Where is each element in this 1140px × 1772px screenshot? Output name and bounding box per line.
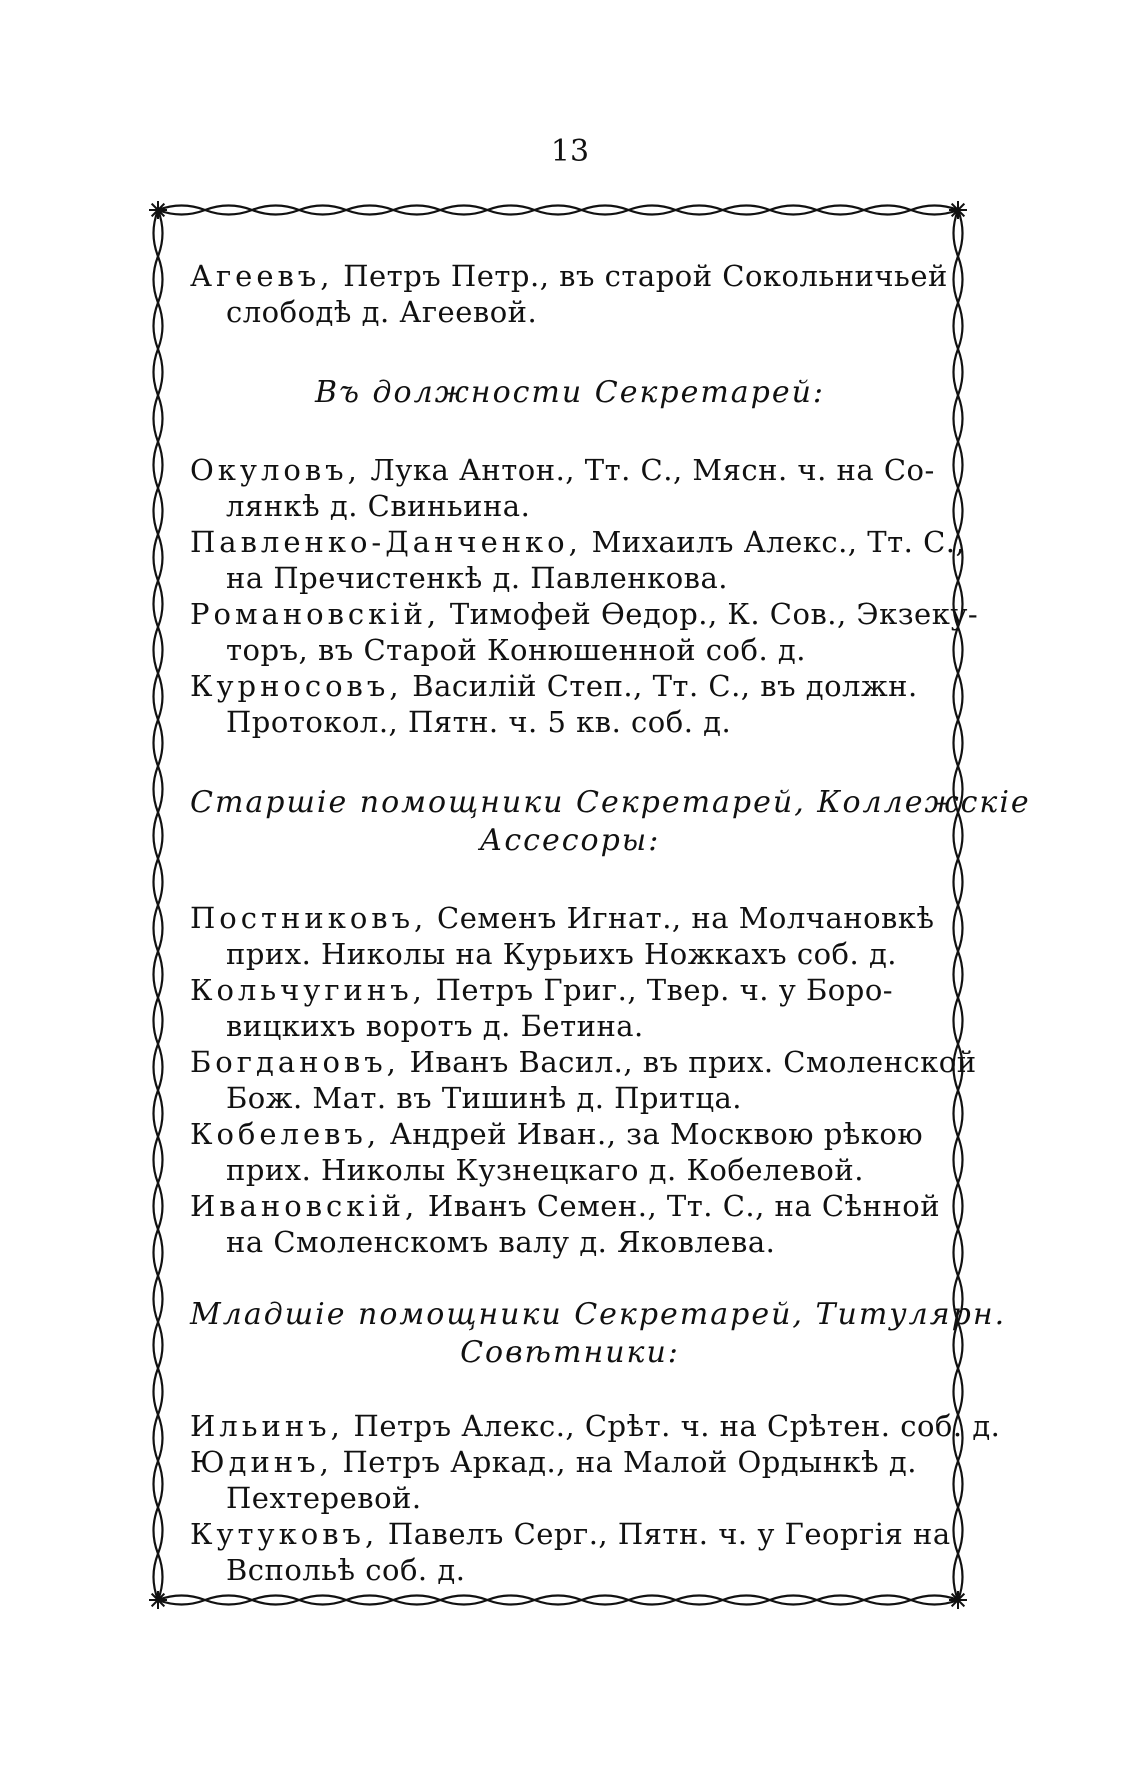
border-link	[723, 1596, 770, 1605]
border-link	[487, 206, 534, 215]
border-link	[346, 1596, 393, 1605]
entry-line-1: Василій Степ., Тт. С., въ должн.	[402, 669, 918, 703]
entry-name: Романовскій,	[190, 597, 441, 631]
section-heading	[190, 784, 1031, 860]
border-link	[582, 1596, 629, 1605]
list-item	[190, 452, 950, 524]
border-link	[154, 1368, 163, 1414]
list-item	[190, 668, 950, 740]
border-link	[154, 951, 163, 997]
border-link	[954, 1461, 963, 1507]
border-link	[676, 1596, 723, 1605]
list-item	[190, 1408, 1001, 1444]
page-body	[190, 258, 1031, 1588]
list-item	[190, 1188, 950, 1260]
section-heading-line-2: Ассесоры:	[479, 823, 661, 858]
entry-name: Окуловъ,	[190, 453, 361, 487]
border-link	[154, 1461, 163, 1507]
border-link	[154, 1137, 163, 1183]
section-heading-line-1: Старшіе помощники Секретарей, Коллежскіе	[190, 785, 1031, 820]
entry-name: Ильинъ,	[190, 1409, 344, 1443]
entry-line-2: Протокол., Пятн. ч. 5 кв. соб. д.	[226, 705, 732, 739]
border-link	[154, 1229, 163, 1275]
border-link	[770, 1596, 817, 1605]
entry-name: Богдановъ,	[190, 1045, 400, 1079]
entry-line-2: прих. Николы Кузнецкаго д. Кобелевой.	[226, 1153, 864, 1187]
entry-name: Кольчугинъ,	[190, 973, 426, 1007]
border-link	[534, 206, 581, 215]
list-item	[190, 972, 950, 1044]
border-link	[154, 303, 163, 349]
entry-line-2: Пехтеревой.	[226, 1481, 422, 1515]
entry-line-1: Петръ Аркад., на Малой Ордынкѣ д.	[332, 1445, 917, 1479]
border-link	[154, 442, 163, 488]
border-link	[205, 206, 252, 215]
border-link	[154, 349, 163, 395]
border-link	[817, 206, 864, 215]
border-link	[954, 1368, 963, 1414]
entry-line-1: Петръ Григ., Твер. ч. у Боро-	[425, 973, 894, 1007]
border-link	[954, 673, 963, 719]
section-heading-line-1: Въ должности Секретарей:	[314, 375, 826, 410]
border-link	[954, 998, 963, 1044]
entry-line-1: Семенъ Игнат., на Молчановкѣ	[427, 901, 935, 935]
entry-line-1: Михаилъ Алекс., Тт. С.,	[581, 525, 966, 559]
border-link	[154, 1415, 163, 1461]
border-link	[954, 951, 963, 997]
border-link	[299, 206, 346, 215]
border-link	[629, 1596, 676, 1605]
entry-name: Кутуковъ,	[190, 1517, 379, 1551]
list-item	[190, 524, 966, 596]
border-link	[723, 206, 770, 215]
entry-line-2: на Пречистенкѣ д. Павленкова.	[226, 561, 728, 595]
list-item	[190, 1516, 950, 1588]
page-number: 13	[550, 134, 590, 169]
border-link	[954, 303, 963, 349]
entry-name: Кобелевъ,	[190, 1117, 381, 1151]
border-link	[154, 534, 163, 580]
border-link	[954, 1229, 963, 1275]
entry-line-1: Петръ Петр., въ старой Сокольничьей	[333, 259, 948, 293]
entry-line-1: Иванъ Семен., Тт. С., на Сѣнной	[418, 1189, 941, 1223]
border-link	[154, 859, 163, 905]
border-link	[154, 488, 163, 534]
entry-line-1: Павелъ Серг., Пятн. ч. у Георгія на	[378, 1517, 951, 1551]
border-link	[954, 1137, 963, 1183]
entry-line-2: на Смоленскомъ валу д. Яковлева.	[226, 1225, 776, 1259]
entry-line-2: вицкихъ воротъ д. Бетина.	[226, 1009, 644, 1043]
border-link	[154, 1507, 163, 1553]
border-link	[954, 442, 963, 488]
border-link	[252, 1596, 299, 1605]
entry-line-2: торъ, въ Старой Конюшенной соб. д.	[226, 633, 806, 667]
border-link	[252, 206, 299, 215]
border-link	[954, 1507, 963, 1553]
border-link	[954, 627, 963, 673]
entry-name: Юдинъ,	[190, 1445, 333, 1479]
border-link	[440, 206, 487, 215]
border-link	[954, 349, 963, 395]
border-link	[154, 1044, 163, 1090]
border-link	[154, 812, 163, 858]
entry-line-1: Иванъ Васил., въ прих. Смоленской	[399, 1045, 977, 1079]
border-link	[629, 206, 676, 215]
border-link	[154, 1322, 163, 1368]
section-heading-line-2: Совѣтники:	[460, 1335, 680, 1370]
entry-line-2: Вспольѣ соб. д.	[226, 1553, 466, 1587]
border-link	[676, 206, 723, 215]
section-heading-line-1: Младшіе помощники Секретарей, Титулярн.	[190, 1297, 1007, 1332]
border-link	[864, 1596, 911, 1605]
border-link	[154, 627, 163, 673]
border-link	[154, 1276, 163, 1322]
entry-name: Курносовъ,	[190, 669, 403, 703]
border-link	[954, 720, 963, 766]
list-item	[190, 258, 950, 330]
border-link	[954, 1090, 963, 1136]
border-link	[440, 1596, 487, 1605]
border-link	[154, 905, 163, 951]
border-link	[393, 206, 440, 215]
section-heading	[190, 1296, 1007, 1372]
entry-line-2: Бож. Мат. въ Тишинѣ д. Притца.	[226, 1081, 743, 1115]
entry-name: Павленко-Данченко,	[190, 525, 582, 559]
list-item	[190, 596, 979, 668]
border-link	[154, 998, 163, 1044]
border-link	[393, 1596, 440, 1605]
entry-name: Ивановскій,	[190, 1189, 419, 1223]
border-link	[954, 859, 963, 905]
section-heading	[190, 374, 950, 412]
border-link	[154, 766, 163, 812]
border-link	[770, 206, 817, 215]
list-item	[190, 1444, 950, 1516]
list-item	[190, 900, 950, 972]
border-link	[954, 395, 963, 441]
border-link	[154, 1183, 163, 1229]
border-link	[346, 206, 393, 215]
entry-name: Агеевъ,	[190, 259, 334, 293]
entry-line-1: Лука Антон., Тт. С., Мясн. ч. на Со-	[360, 453, 935, 487]
entry-name: Постниковъ,	[190, 901, 428, 935]
border-link	[864, 206, 911, 215]
border-link	[954, 256, 963, 302]
border-link	[817, 1596, 864, 1605]
border-link	[534, 1596, 581, 1605]
entry-line-1: Петръ Алекс., Срѣт. ч. на Срѣтен. соб. д.	[343, 1409, 1001, 1443]
entry-line-2: слободѣ д. Агеевой.	[226, 295, 538, 329]
border-link	[154, 581, 163, 627]
border-link	[154, 720, 163, 766]
border-link	[154, 1090, 163, 1136]
border-link	[487, 1596, 534, 1605]
border-link	[154, 256, 163, 302]
list-item	[190, 1116, 950, 1188]
border-link	[205, 1596, 252, 1605]
entry-line-2: прих. Николы на Курьихъ Ножкахъ соб. д.	[226, 937, 898, 971]
entry-line-1: Тимофей Ѳедор., К. Сов., Экзеку-	[440, 597, 979, 631]
border-link	[582, 206, 629, 215]
border-link	[154, 395, 163, 441]
border-link	[954, 1183, 963, 1229]
list-item	[190, 1044, 977, 1116]
entry-line-2: лянкѣ д. Свиньина.	[226, 489, 531, 523]
border-link	[299, 1596, 346, 1605]
border-link	[154, 673, 163, 719]
border-link	[954, 905, 963, 951]
entry-line-1: Андрей Иван., за Москвою рѣкою	[380, 1117, 924, 1151]
